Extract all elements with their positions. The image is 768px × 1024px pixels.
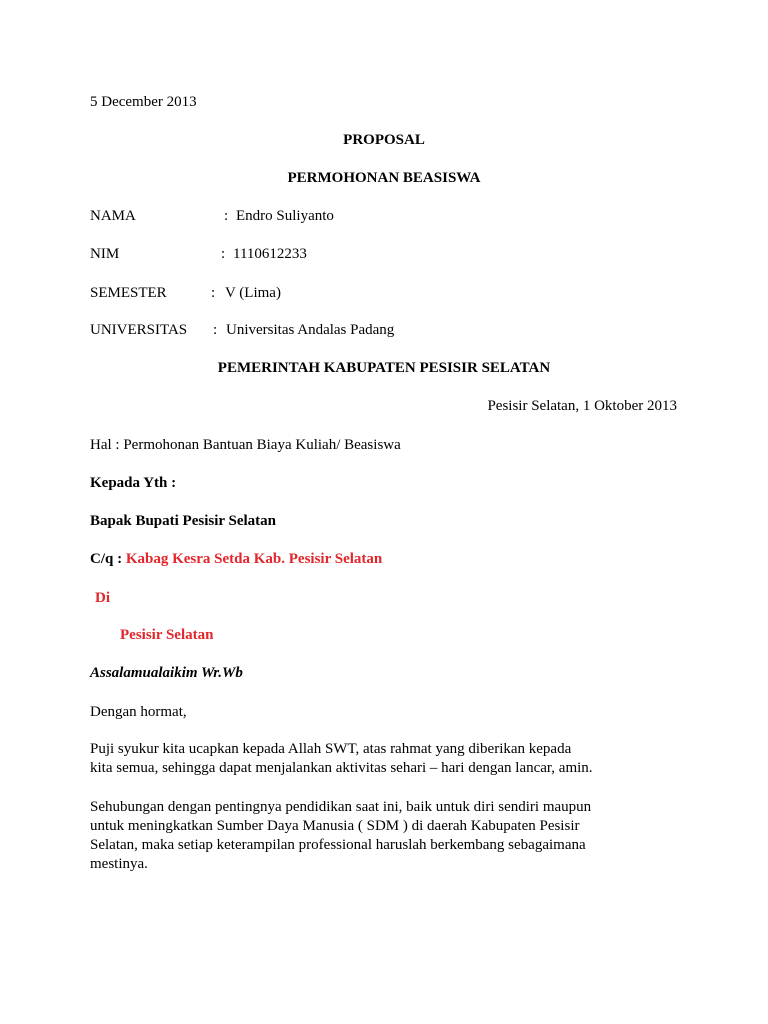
- institution-heading: PEMERINTAH KABUPATEN PESISIR SELATAN: [217, 360, 551, 376]
- identity-value: Endro Suliyanto: [236, 208, 334, 224]
- recipient-cq: [90, 550, 382, 568]
- paragraph-line: Puji syukur kita ucapkan kepada Allah SWT, atas rahmat yang diberikan kepada: [90, 741, 572, 757]
- identity-separator: :: [224, 208, 229, 224]
- recipient-di: Di: [95, 590, 110, 606]
- paragraph-line: kita semua, sehingga dapat menjalankan aktivitas sehari – hari dengan lancar, amin.: [90, 760, 593, 776]
- identity-separator: :: [221, 246, 226, 262]
- identity-value: 1110612233: [233, 246, 307, 262]
- paragraph-line: Selatan, maka setiap keterampilan professional haruslah berkembang sebagaimana: [90, 837, 586, 853]
- proposal-subtitle: PERMOHONAN BEASISWA: [287, 170, 481, 186]
- identity-label: NAMA: [90, 208, 136, 224]
- identity-value: Universitas Andalas Padang: [226, 322, 395, 338]
- identity-value: V (Lima): [225, 285, 281, 301]
- identity-label: UNIVERSITAS: [90, 322, 188, 338]
- identity-label: SEMESTER: [90, 285, 167, 301]
- recipient-place: Pesisir Selatan: [120, 627, 214, 643]
- proposal-title: PROPOSAL: [343, 132, 425, 148]
- identity-separator: :: [213, 322, 218, 338]
- cq-label: C/q :: [90, 551, 126, 567]
- subject-line: Hal : Permohonan Bantuan Biaya Kuliah/ Beasiswa: [90, 437, 401, 453]
- document-date: 5 December 2013: [90, 94, 197, 110]
- paragraph-line: Sehubungan dengan pentingnya pendidikan saat ini, baik untuk diri sendiri maupun: [90, 799, 592, 815]
- recipient-name: Bapak Bupati Pesisir Selatan: [90, 513, 277, 529]
- paragraph-2: [90, 798, 690, 874]
- place-date: Pesisir Selatan, 1 Oktober 2013: [487, 398, 677, 414]
- paragraph-line: mestinya.: [90, 856, 148, 872]
- cq-value: Kabag Kesra Setda Kab. Pesisir Selatan: [125, 551, 383, 567]
- identity-label: NIM: [90, 246, 120, 262]
- greeting: Assalamualaikim Wr.Wb: [90, 665, 243, 681]
- paragraph-1: [90, 740, 690, 778]
- identity-separator: :: [211, 285, 216, 301]
- paragraph-line: untuk meningkatkan Sumber Daya Manusia ( SDM ) di daerah Kabupaten Pesisir: [90, 818, 580, 834]
- recipient-to-label: Kepada Yth :: [90, 475, 177, 491]
- salutation: Dengan hormat,: [90, 704, 187, 720]
